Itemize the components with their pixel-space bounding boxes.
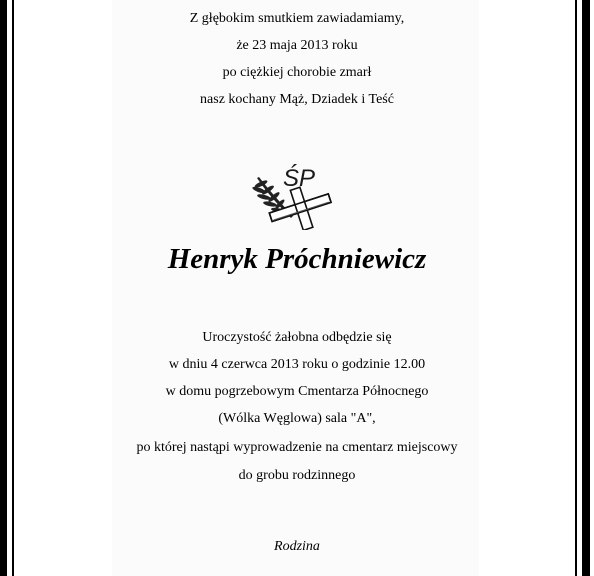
ceremony-line-5: po której nastąpi wyprowadzenie na cmentarz miejscowy (136, 440, 458, 455)
cross-with-palm-branch-icon (247, 160, 347, 230)
ceremony-line-2: w dniu 4 czerwca 2013 roku o godzinie 12.00 (168, 357, 426, 372)
ceremony-line-1: Uroczystość żałobna odbędzie się (202, 330, 392, 345)
intro-line-4: nasz kochany Mąż, Dziadek i Teść (200, 92, 394, 107)
ceremony-line-6: do grobu rodzinnego (238, 468, 356, 483)
ceremony-line-4: (Wólka Węglowa) sala "A", (218, 411, 376, 426)
deceased-name: Henryk Próchniewicz (167, 243, 427, 275)
intro-line-3: po ciężkiej chorobie zmarł (222, 65, 372, 80)
ceremony-line-3: w domu pogrzebowym Cmentarza Północnego (165, 384, 429, 399)
intro-line-1: Z głębokim smutkiem zawiadamiamy, (189, 11, 405, 26)
intro-line-2: że 23 maja 2013 roku (236, 38, 358, 53)
sp-emblem-text: ŚP (283, 165, 316, 192)
signature: Rodzina (274, 539, 320, 554)
